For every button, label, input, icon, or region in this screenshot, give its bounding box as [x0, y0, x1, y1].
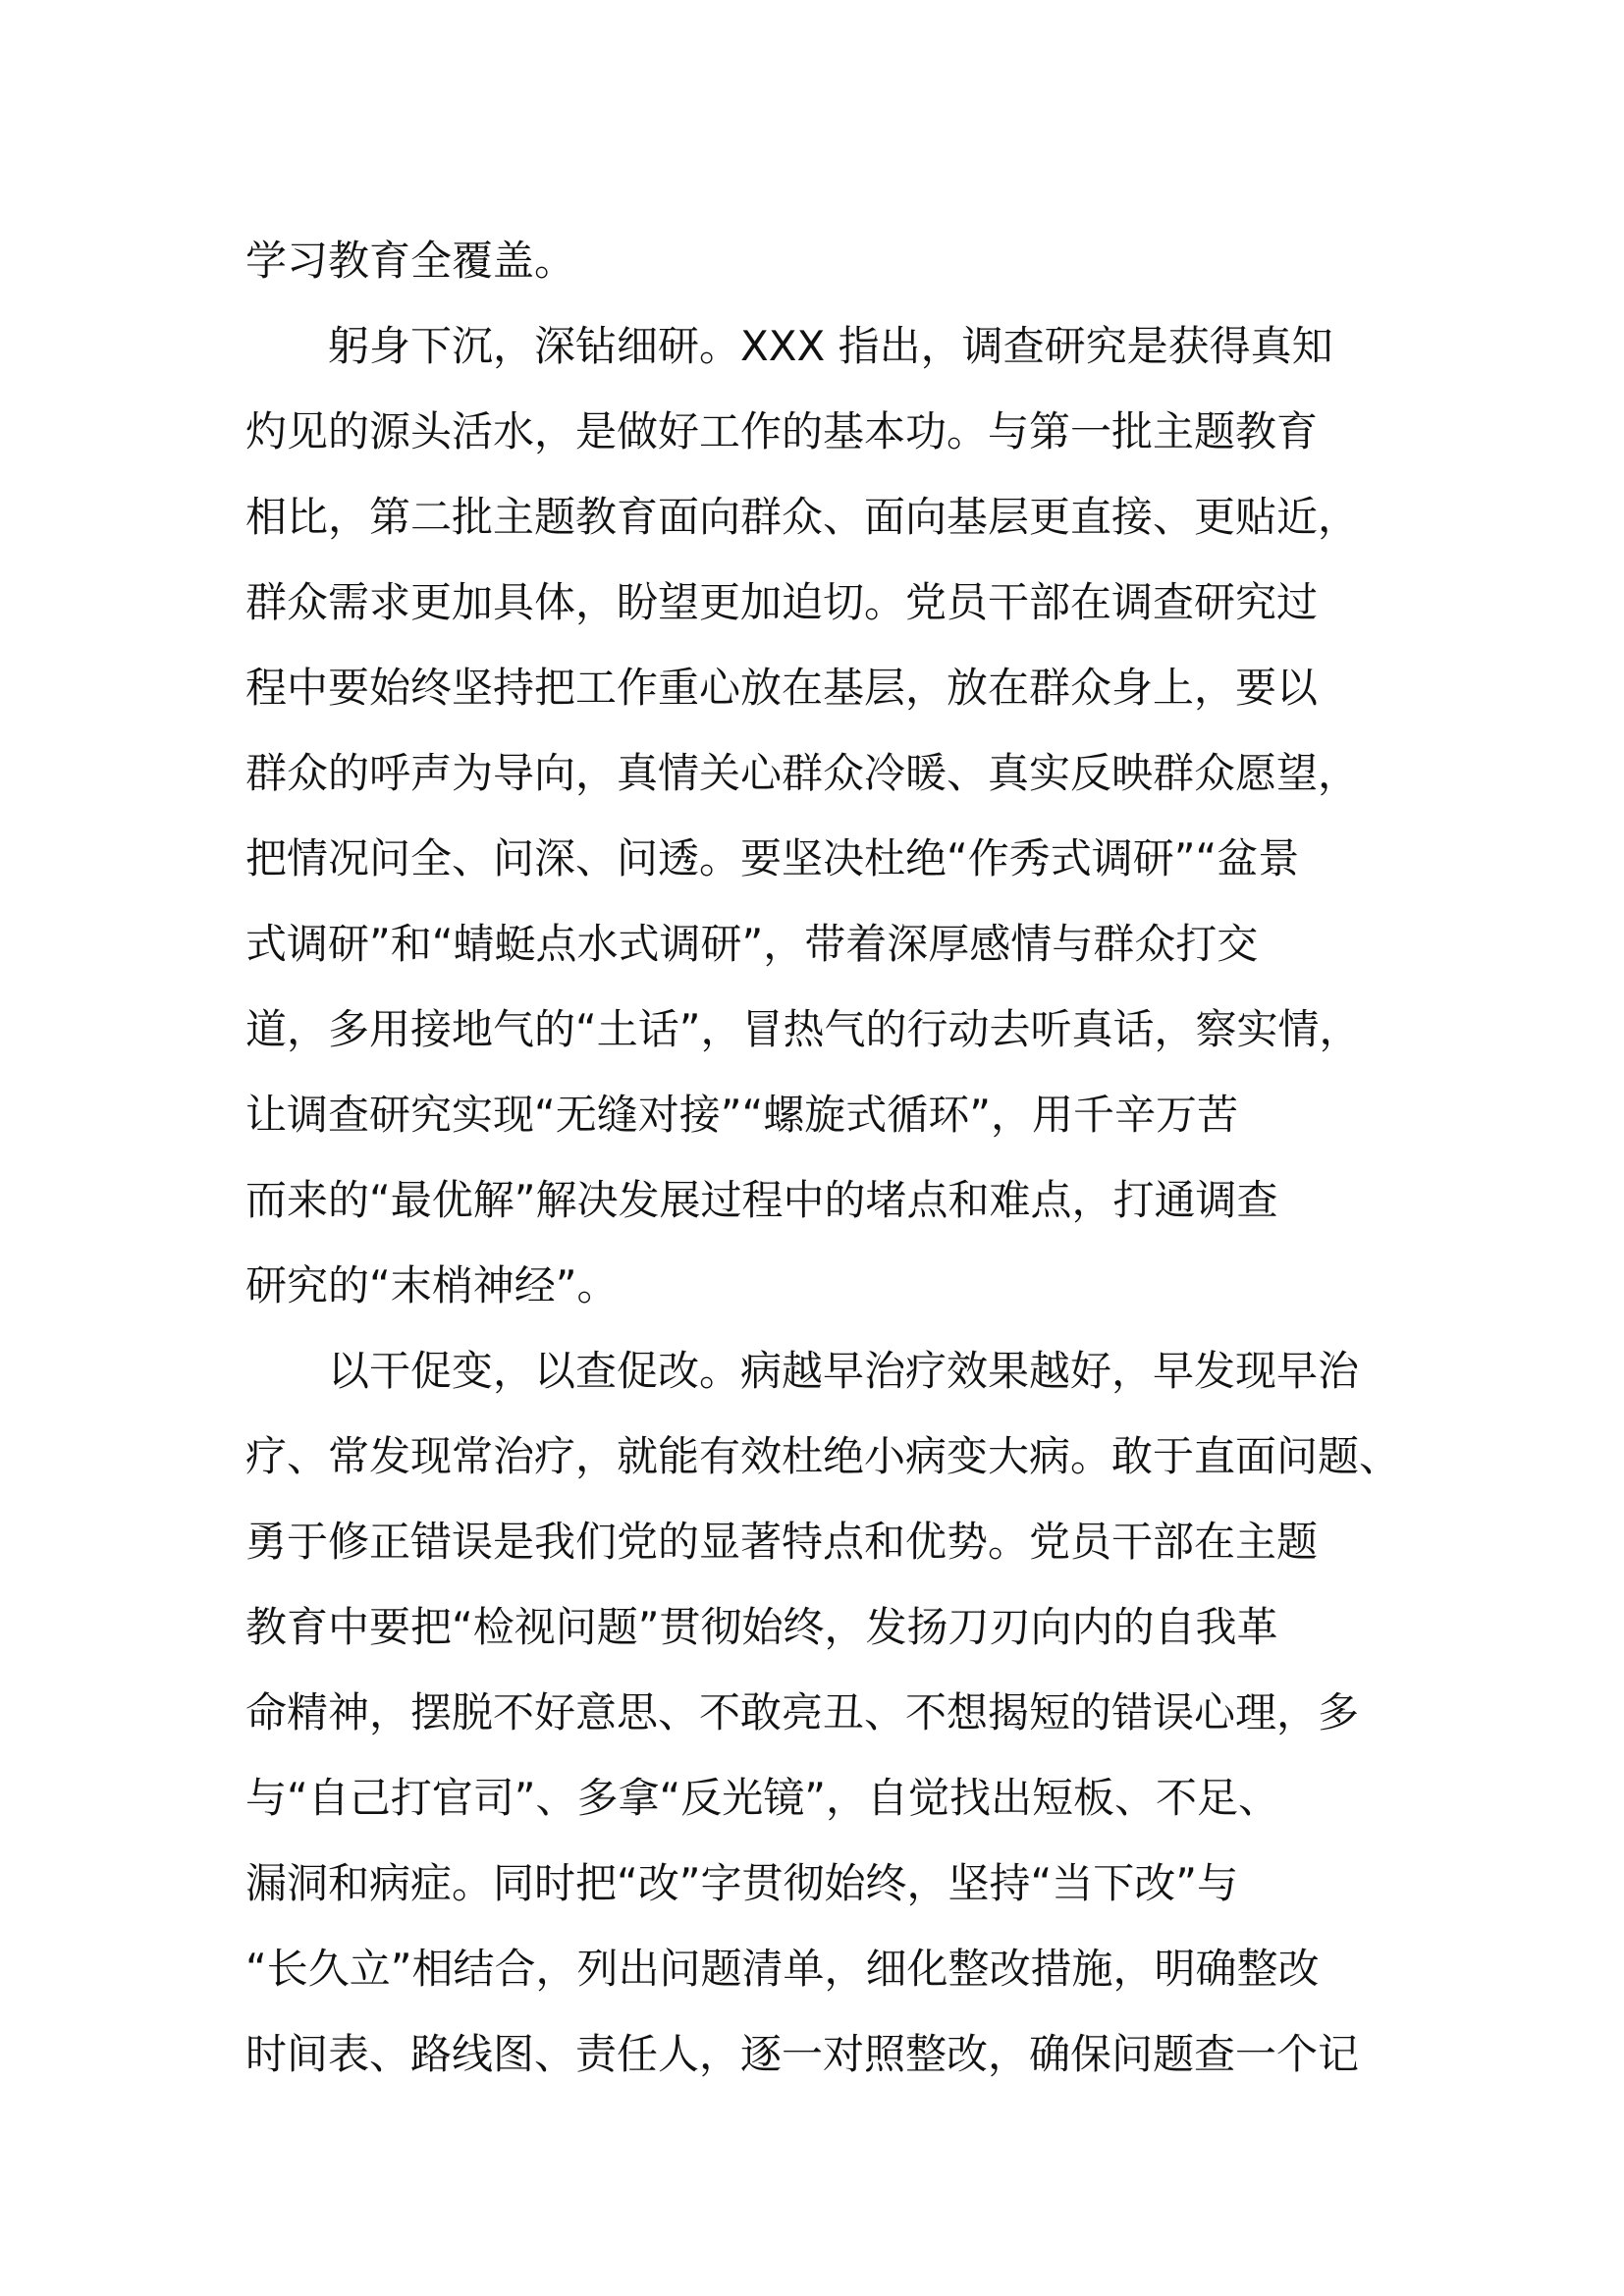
paragraph-line: 群众需求更加具体，盼望更加迫切。党员干部在调查研究过 [245, 578, 1319, 626]
paragraph-1 [245, 218, 1394, 303]
paragraph-line: 而来的“最优解”解决发展过程中的堵点和难点，打通调查 [245, 1176, 1278, 1224]
paragraph-line: 灼见的源头活水，是做好工作的基本功。与第一批主题教育 [245, 407, 1319, 455]
paragraph-line: 相比，第二批主题教育面向群众、面向基层更直接、更贴近， [245, 493, 1360, 541]
paragraph-line: 时间表、路线图、责任人，逐一对照整改，确保问题查一个记 [245, 2030, 1360, 2078]
paragraph-line: 式调研”和“蜻蜓点水式调研”，带着深厚感情与群众打交 [245, 920, 1259, 968]
paragraph-line: 疗、常发现常治疗，就能有效杜绝小病变大病。敢于直面问题、 [245, 1432, 1401, 1480]
paragraph-line: 漏洞和病症。同时把“改”字贯彻始终，坚持“当下改”与 [245, 1859, 1239, 1907]
paragraph-line: 群众的呼声为导向，真情关心群众冷暖、真实反映群众愿望， [245, 749, 1360, 797]
paragraph-line: 学习教育全覆盖。 [245, 237, 576, 285]
paragraph-line: 与“自己打官司”、多拿“反光镜”，自觉找出短板、不足、 [245, 1774, 1280, 1822]
body-text [245, 218, 1401, 2097]
paragraph-line: 程中要始终坚持把工作重心放在基层，放在群众身上，要以 [245, 664, 1319, 712]
paragraph-2 [245, 303, 1394, 1328]
paragraph-line: “长久立”相结合，列出问题清单，细化整改措施，明确整改 [245, 1945, 1320, 1993]
paragraph-line: 以干促变，以查促改。病越早治疗效果越好，早发现早治 [328, 1347, 1360, 1395]
paragraph-line: 躬身下沉，深钻细研。XXX 指出，调查研究是获得真知 [328, 322, 1333, 370]
paragraph-line: 勇于修正错误是我们党的显著特点和优势。党员干部在主题 [245, 1518, 1319, 1566]
paragraph-line: 让调查研究实现“无缝对接”“螺旋式循环”，用千辛万苦 [245, 1091, 1239, 1139]
paragraph-line: 把情况问全、问深、问透。要坚决杜绝“作秀式调研”“盆景 [245, 834, 1300, 882]
paragraph-line: 研究的“末梢神经”。 [245, 1261, 619, 1309]
paragraph-3 [245, 1328, 1401, 2097]
paragraph-line: 道，多用接地气的“土话”，冒热气的行动去听真话，察实情， [245, 1005, 1361, 1053]
paragraph-line: 教育中要把“检视问题”贯彻始终，发扬刀刃向内的自我革 [245, 1603, 1278, 1651]
paragraph-line: 命精神，摆脱不好意思、不敢亮丑、不想揭短的错误心理，多 [245, 1688, 1360, 1736]
